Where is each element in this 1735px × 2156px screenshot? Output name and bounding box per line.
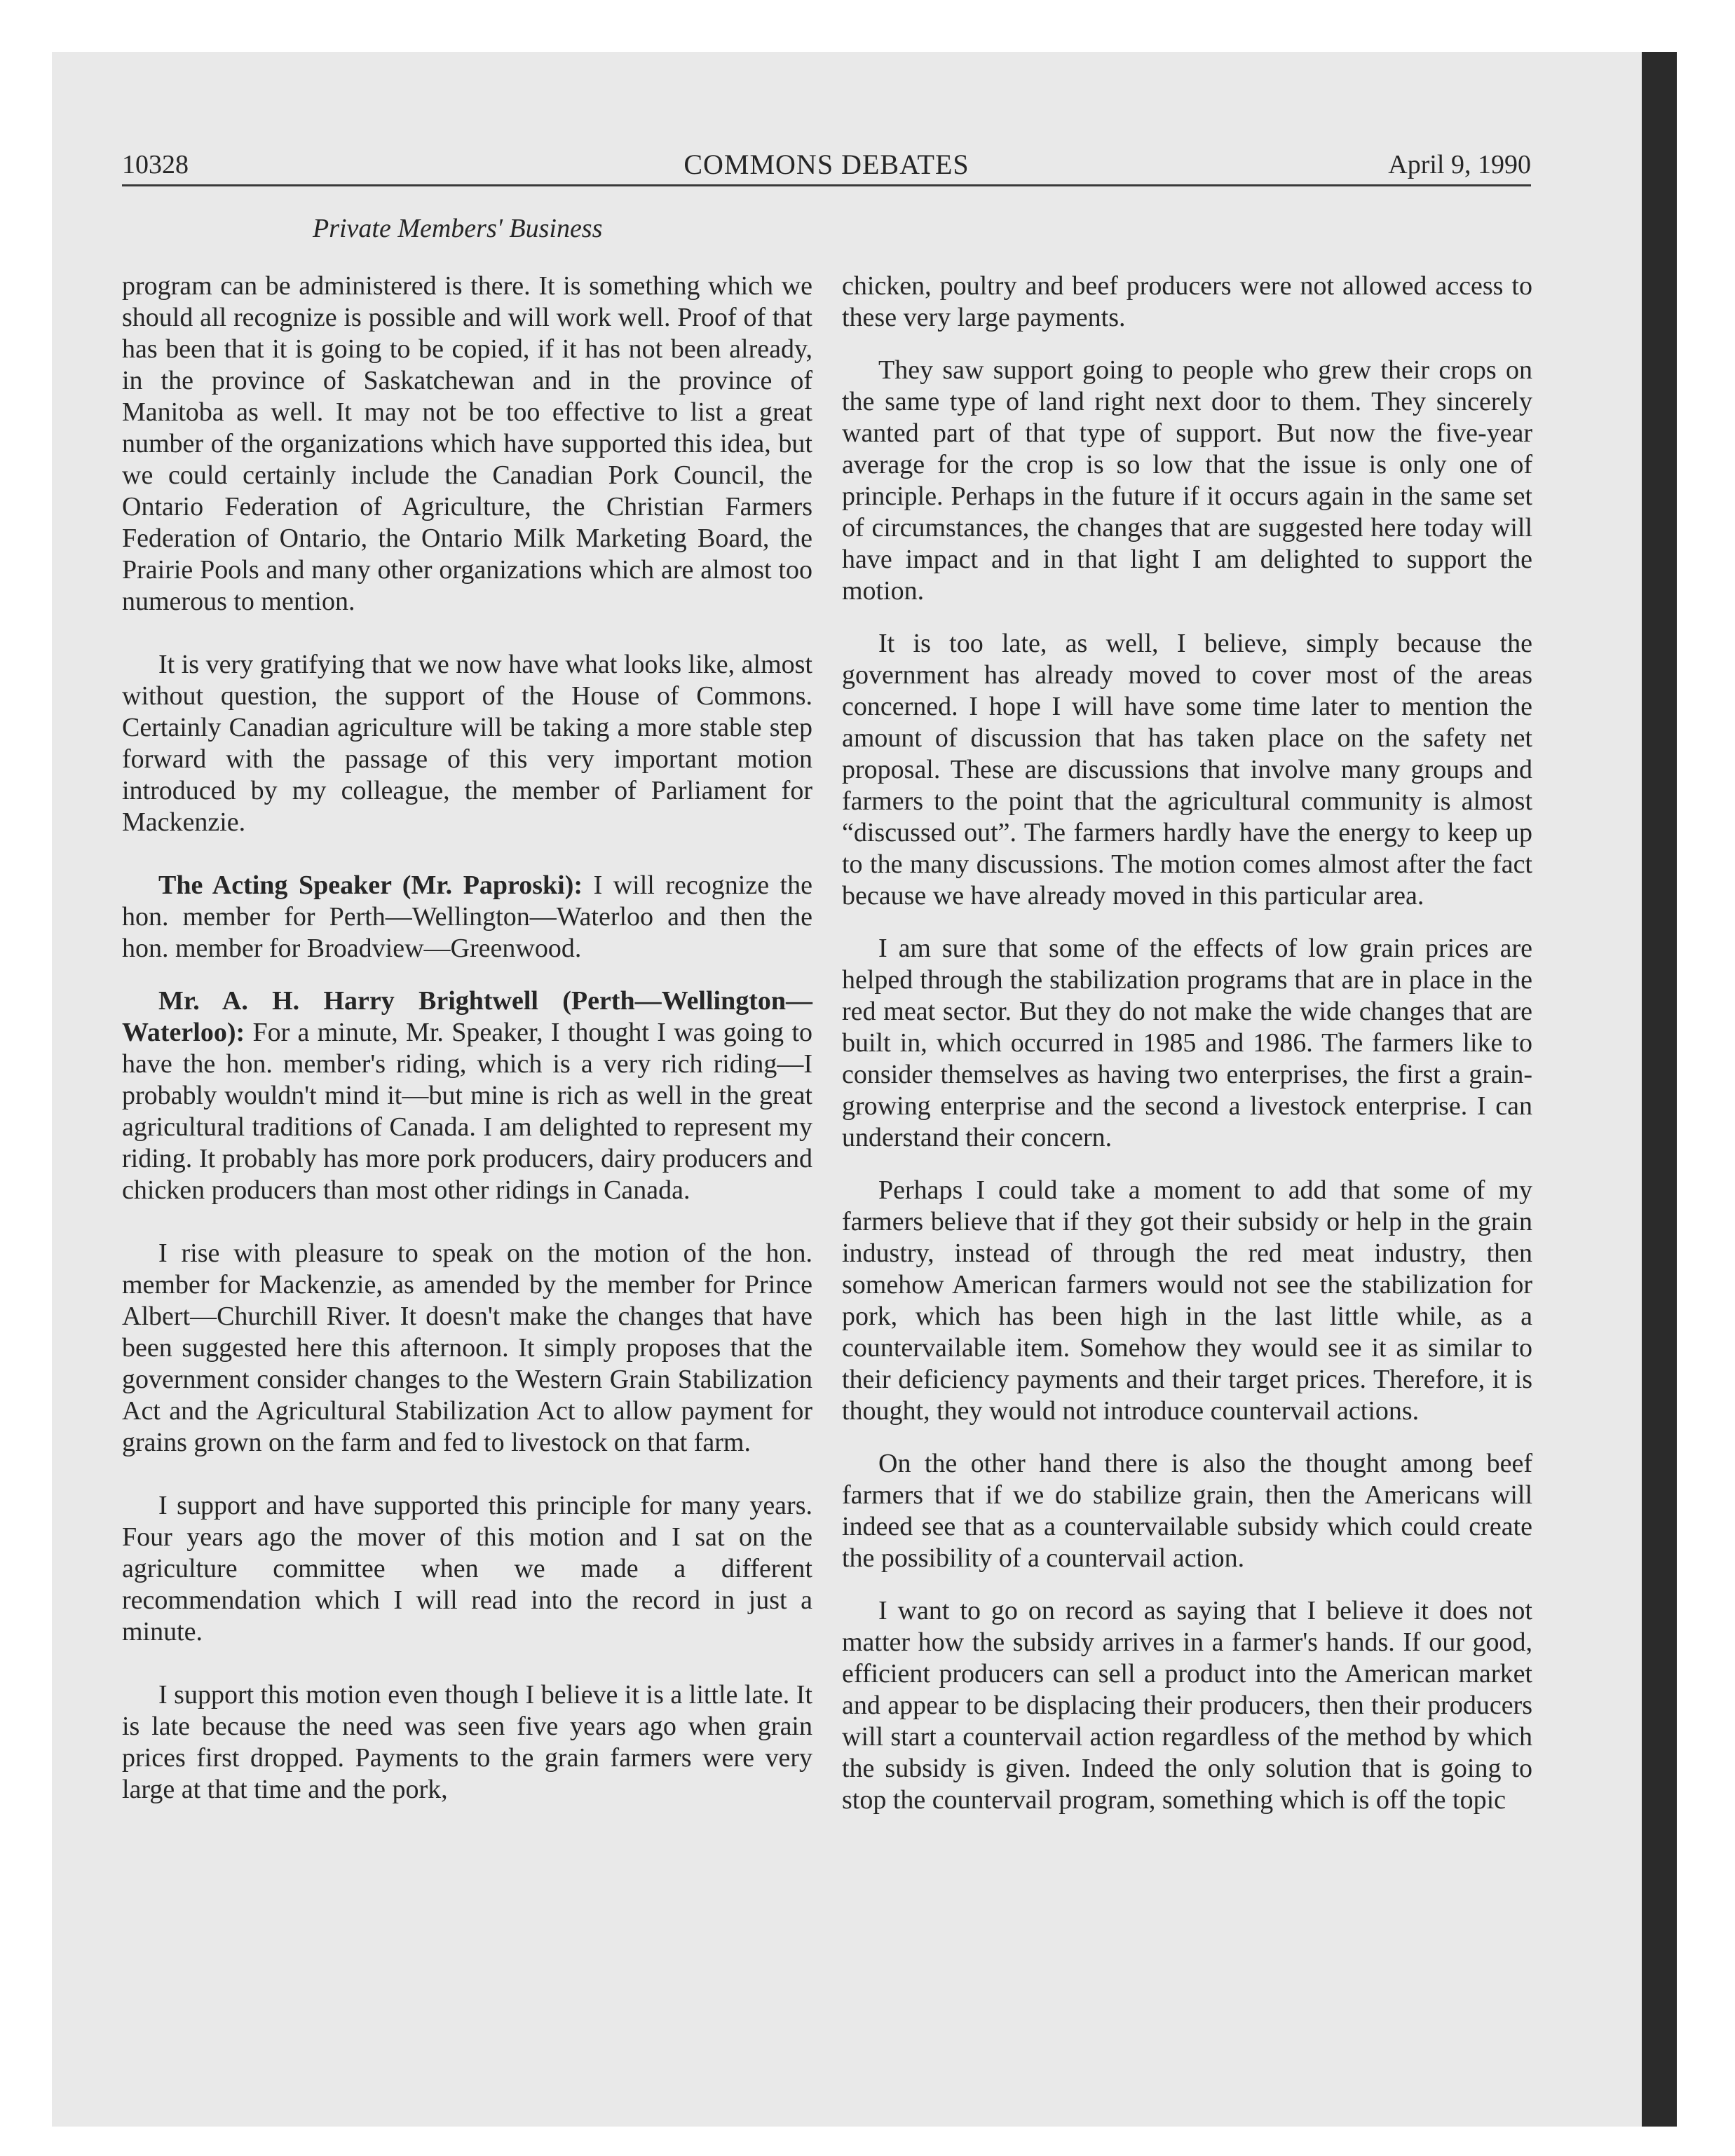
- paragraph: program can be administered is there. It is something which we should all recognize is possible and will work well. Proof of that has been that it is going to be copied, if it has not been already, in the province of Saskatchewan and in the province of Manitoba as well. It may not be too effective to list a great number of the organizations which have supported this idea, but we could certainly include the Canadian Pork Council, the Ontario Federation of Agriculture, the Christian Farmers Federation of Ontario, the Ontario Milk Marketing Board, the Prairie Pools and many other organizations which are almost too numerous to mention.: [122, 271, 812, 616]
- page-header: [122, 145, 1531, 186]
- paragraph: I am sure that some of the effects of low grain prices are helped through the stabilization programs that are in place in the red meat sector. But they do not make the wide changes that are built in, which occurred in 1985 and 1986. The farmers like to consider themselves as having two enterprises, the first a grain-growing enterprise and the second a livestock enterprise. I can understand their concern.: [842, 934, 1532, 1152]
- paragraph: I support this motion even though I believe it is a little late. It is late because the need was seen five years ago when grain prices first dropped. Payments to the grain farmers were very large at that time and the pork,: [122, 1680, 812, 1804]
- publication-date: April 9, 1990: [1388, 150, 1531, 179]
- speaker-name: The Acting Speaker (Mr. Paproski):: [158, 871, 583, 900]
- paragraph: I want to go on record as saying that I believe it does not matter how the subsidy arrives in a farmer's hands. If our good, efficient producers can sell a product into the American market and appear to be displacing their producers, then their producers will start a countervail action regardless of the method by which the subsidy is given. Indeed the only solution that is going to stop the countervail program, something which is off the topic: [842, 1596, 1532, 1815]
- scanned-page: [52, 52, 1677, 2127]
- speech-text: I will recognize the hon. member for Perth—Wellington—Waterloo and then the hon. member for Broadview—Greenwood.: [122, 871, 813, 963]
- paragraph: chicken, poultry and beef producers were not allowed access to these very large payments.: [842, 271, 1532, 332]
- paragraph: Perhaps I could take a moment to add that some of my farmers believe that if they got their subsidy or help in the grain industry, instead of through the red meat industry, then somehow American farmers would not see the stabilization for pork, which has been high in the last little while, as a countervailable item. Somehow they would see it as similar to their deficiency payments and their target prices. Therefore, it is thought, they would not introduce countervail actions.: [842, 1175, 1532, 1426]
- speaker-paragraph: [122, 985, 812, 1206]
- speaker-paragraph: [122, 870, 812, 964]
- paragraph: I support and have supported this principle for many years. Four years ago the mover of this motion and I sat on the agriculture committee when we made a different recommendation which I will read into the record in just a minute.: [122, 1491, 812, 1646]
- speech-text: For a minute, Mr. Speaker, I thought I was going to have the hon. member's riding, which is a very rich riding—I probably wouldn't mind it—but mine is rich as well in the great agricultural traditions of Canada. I am delighted to represent my riding. It probably has more pork producers, dairy producers and chicken producers than most other ridings in Canada.: [122, 1018, 813, 1205]
- paragraph: It is very gratifying that we now have what looks like, almost without question, the support of the House of Commons. Certainly Canadian agriculture will be taking a more stable step forward with the passage of this very important motion introduced by my colleague, the member of Parliament for Mackenzie.: [122, 650, 812, 837]
- left-column: [122, 271, 812, 2051]
- paragraph: They saw support going to people who grew their crops on the same type of land right next door to them. They sincerely wanted part of that type of support. But now the five-year average for the crop is so low that the issue is only one of principle. Perhaps in the future if it occurs again in the same set of circumstances, the changes that are suggested here today will have impact and in that light I am delighted to support the motion.: [842, 355, 1532, 606]
- speaker-name: Mr. A. H. Harry Brightwell (Perth—Wellington—Waterloo):: [122, 986, 812, 1047]
- page-number: 10328: [122, 150, 189, 179]
- section-label: Private Members' Business: [313, 214, 603, 243]
- publication-title: COMMONS DEBATES: [683, 149, 969, 180]
- paragraph: It is too late, as well, I believe, simply because the government has already moved to cover most of the areas concerned. I hope I will have some time later to mention the amount of discussion that has taken place on the safety net proposal. These are discussions that involve many groups and farmers to the point that the agricultural community is almost “discussed out”. The farmers hardly have the energy to keep up to the many discussions. The motion comes almost after the fact because we have already moved in this particular area.: [842, 629, 1532, 910]
- right-column: [842, 271, 1532, 2051]
- scan-edge-bar: [1642, 52, 1677, 2127]
- paragraph: On the other hand there is also the thought among beef farmers that if we do stabilize grain, then the Americans will indeed see that as a countervailable subsidy which could create the possibility of a countervail action.: [842, 1449, 1532, 1573]
- paragraph: I rise with pleasure to speak on the motion of the hon. member for Mackenzie, as amended by the member for Prince Albert—Churchill River. It doesn't make the changes that have been suggested here this afternoon. It simply proposes that the government consider changes to the Western Grain Stabilization Act and the Agricultural Stabilization Act to allow payment for grains grown on the farm and fed to livestock on that farm.: [122, 1239, 812, 1457]
